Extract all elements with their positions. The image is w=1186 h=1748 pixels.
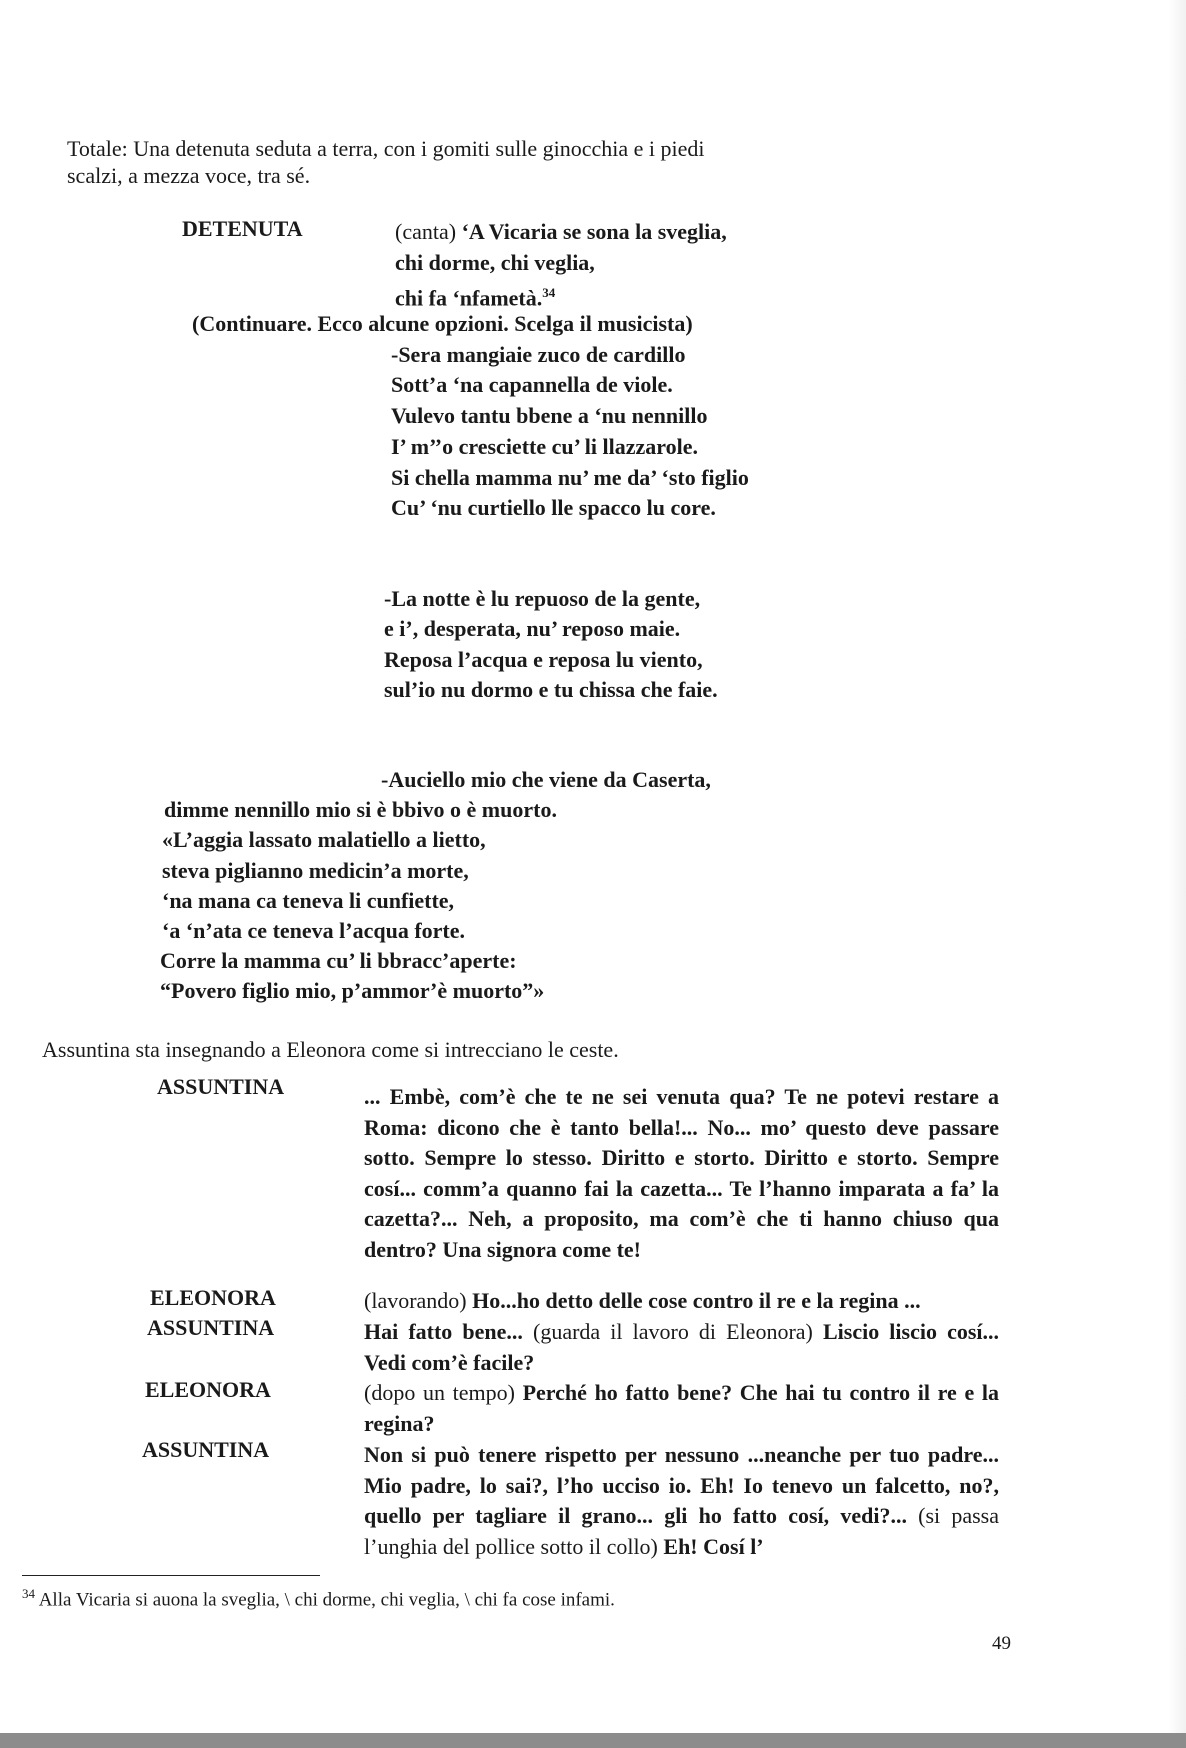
song-line-1-text: ‘A Vicaria se sona la sveglia,	[461, 219, 727, 244]
speaker-assuntina: ASSUNTINA	[142, 1437, 270, 1462]
page-number: 49	[992, 1633, 1011, 1654]
speech-text: Ho...ho detto delle cose contro il re e la regina ...	[466, 1288, 921, 1313]
stanza-2-line: sul’io nu dormo e tu chissa che faie.	[384, 677, 718, 702]
stanza-3-line: “Povero figlio mio, p’ammor’è muorto”»	[160, 978, 545, 1003]
stanza-3-line: steva piglianno medicin’a morte,	[162, 858, 469, 883]
speech-text: Eh! Cosí l’	[657, 1533, 764, 1559]
stanza-2-line: Reposa l’acqua e reposa lu viento,	[384, 647, 703, 672]
dialogue-speech	[364, 1378, 999, 1439]
speaker-eleonora: ELEONORA	[150, 1285, 276, 1310]
stanza-1-line: Vulevo tantu bbene a ‘nu nennillo	[391, 403, 708, 428]
speech-text: Liscio liscio cosí... Vedi com’è facile?	[364, 1319, 1000, 1375]
stanza-3-line: ‘na mana ca teneva li cunfiette,	[162, 888, 455, 913]
stanza-1-line: Sott’a ‘na capannella de viole.	[391, 372, 673, 397]
speaker-assuntina: ASSUNTINA	[147, 1315, 275, 1340]
stanza-2-line: e i’, desperata, nu’ reposo maie.	[384, 616, 681, 641]
song-line-3-text: chi fa ‘nfametà.	[395, 285, 543, 311]
stanza-1-line: Si chella mamma nu’ me da’ ‘sto figlio	[391, 465, 749, 490]
stage-direction-line-1: Totale: Una detenuta seduta a terra, con i gomiti sulle ginocchia e i piedi	[67, 136, 705, 161]
dialogue-speech	[364, 1317, 999, 1378]
stanza-2-line: -La notte è lu repuoso de la gente,	[384, 586, 701, 611]
stage-direction-2: Assuntina sta insegnando a Eleonora come si intrecciano le ceste.	[42, 1037, 619, 1062]
stanza-3-line: dimme nennillo mio si è bbivo o è muorto.	[164, 797, 557, 822]
speech-direction: (lavorando)	[364, 1288, 467, 1313]
stanza-3-line: Corre la mamma cu’ li bbracc’aperte:	[160, 948, 517, 973]
stanza-1-line: Cu’ ‘nu curtiello lle spacco lu core.	[391, 495, 716, 520]
scan-bottom-band	[0, 1733, 1186, 1748]
speech-text: Perché ho fatto bene? Che hai tu contro il re e la regina?	[364, 1380, 999, 1436]
song-cue: (canta)	[395, 219, 457, 244]
speech-direction: (guarda il lavoro di Eleonora)	[533, 1319, 813, 1344]
speech-text: ... Embè, com’è che te ne sei venuta qua? Te ne potevi restare a Roma: dicono che è tanto bella!... No... mo’ questo deve passare sotto. Sempre lo stesso. Diritto e storto. Diritto e storto. Sempre cosí... comm’a quanno fai la cazetta... Te l’hanno imparata a fa’ la cazetta?... Neh, a proposito, ma com’è che ti hanno chiuso qua dentro? Una signora come te!	[364, 1084, 999, 1262]
stanza-3-line: ‘a ‘n’ata ce teneva l’acqua forte.	[162, 918, 466, 943]
speaker-detenuta: DETENUTA	[182, 216, 303, 241]
stanza-3-line: -Auciello mio che viene da Caserta,	[381, 767, 711, 792]
footnote-text: Alla Vicaria si auona la sveglia, \ chi dorme, chi veglia, \ chi fa cose infami.	[35, 1589, 615, 1611]
stage-direction-line-2: scalzi, a mezza voce, tra sé.	[67, 163, 311, 188]
footnote-number: 34	[22, 1586, 35, 1601]
speech-direction: (dopo un tempo)	[364, 1380, 515, 1405]
stanza-3-line: «L’aggia lassato malatiello a lietto,	[162, 827, 486, 852]
dialogue-speech	[364, 1286, 999, 1317]
stanza-1-line: -Sera mangiaie zuco de cardillo	[391, 342, 686, 367]
page-edge-shadow	[1168, 0, 1186, 1733]
footnote-rule	[22, 1575, 320, 1576]
song-line-2: chi dorme, chi veglia,	[395, 250, 595, 275]
options-note: (Continuare. Ecco alcune opzioni. Scelga il musicista)	[192, 311, 693, 336]
dialogue-speech	[364, 1440, 999, 1562]
footnote-reference: 34	[542, 285, 556, 300]
song-line-1	[395, 217, 727, 247]
speech-text: Hai fatto bene...	[364, 1319, 534, 1344]
stanza-1-line: I’ m’’o cresciette cu’ li llazzarole.	[391, 434, 699, 459]
speech-direction: (si passa l’unghia del pollice sotto il collo)	[364, 1503, 1000, 1559]
footnote	[22, 1586, 615, 1611]
speaker-assuntina: ASSUNTINA	[157, 1074, 285, 1099]
speaker-eleonora: ELEONORA	[145, 1377, 271, 1402]
dialogue-speech	[364, 1082, 999, 1265]
speech-text: Non si può tenere rispetto per nessuno ...neanche per tuo padre... Mio padre, lo sai?, l’ho ucciso io. Eh! Io tenevo un falcetto, no?, quello per tagliare il grano... gli ho fatto cosí, vedi?...	[364, 1442, 999, 1528]
